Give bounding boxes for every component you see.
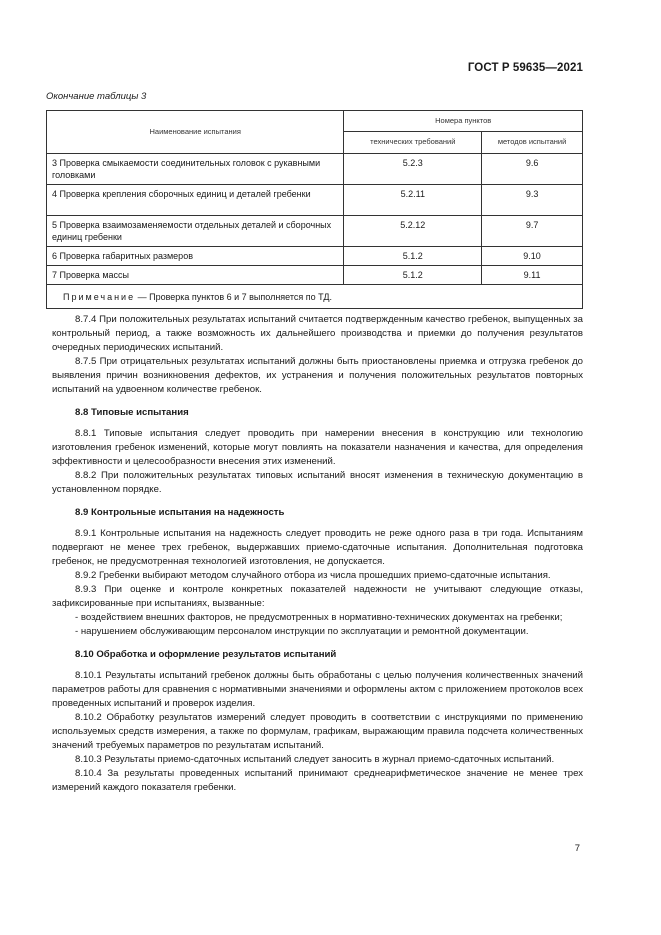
- paragraph-8-10-4: 8.10.4 За результаты проведенных испытаний принимают среднеарифметическое значение не менее трех измерений каждого показателя гребенки.: [52, 768, 583, 793]
- paragraph-8-10-1: 8.10.1 Результаты испытаний гребенок должны быть обработаны с целью получения количественных значений параметров работы для сравнения с нормативными значениями и оформлены актом с приложением протоколов всех проведенных испытаний и проверок изделия.: [52, 670, 583, 709]
- paragraph-8-10-3: 8.10.3 Результаты приемо-сдаточных испытаний следует заносить в журнал приемо-сдаточных испытаний.: [75, 754, 555, 765]
- column-header-method: методов испытаний: [482, 131, 583, 153]
- note-text: — Проверка пунктов 6 и 7 выполняется по ТД.: [135, 291, 332, 302]
- cell-tech: 5.2.3: [344, 154, 482, 185]
- column-header-group: Номера пунктов: [344, 111, 583, 132]
- column-header-name: Наименование испытания: [47, 111, 344, 154]
- cell-tech: 5.1.2: [344, 266, 482, 285]
- section-heading-8-8: 8.8 Типовые испытания: [75, 407, 189, 418]
- cell-tech: 5.2.12: [344, 216, 482, 247]
- document-code: ГОСТ Р 59635—2021: [467, 62, 583, 74]
- section-heading-8-9: 8.9 Контрольные испытания на надежность: [75, 507, 285, 518]
- cell-name: 7 Проверка массы: [47, 266, 344, 285]
- table-caption: Окончание таблицы 3: [46, 91, 147, 102]
- table-row: [47, 216, 583, 247]
- table-row: [47, 266, 583, 285]
- paragraph-8-8-2: 8.8.2 При положительных результатах типовых испытаний вносят изменения в техническую документацию в установленном порядке.: [52, 470, 583, 495]
- paragraph-8-8-1: 8.8.1 Типовые испытания следует проводить при намерении внесения в конструкцию или технологию изготовления гребенок изменений, которые могут повлиять на показатели назначения и качества, для определения эффективности и целесообразности внесения этих изменений.: [52, 428, 583, 467]
- paragraph-8-9-2: 8.9.2 Гребенки выбирают методом случайного отбора из числа прошедших приемо-сдаточные испытания.: [75, 570, 551, 581]
- cell-method: 9.7: [482, 216, 583, 247]
- table-note: [47, 285, 583, 309]
- page-number: 7: [574, 843, 580, 854]
- paragraph-8-7-4: 8.7.4 При положительных результатах испытаний считается подтвержденным качество гребенок, выпущенных за контрольный период, а также возможность их дальнейшего производства и приемки до получения результатов очередных периодических испытаний.: [52, 314, 583, 353]
- tests-table: [46, 110, 583, 309]
- paragraph-8-9-1: 8.9.1 Контрольные испытания на надежность следует проводить не реже одного раза в три года. Испытаниям подвергают не менее трех гребенок, выдержавших приемо-сдаточные испытания. Дополнительная подготовка гребенок, не предусмотренная технологией изготовления, не допускается.: [52, 528, 583, 567]
- cell-method: 9.3: [482, 185, 583, 216]
- section-heading-8-10: 8.10 Обработка и оформление результатов испытаний: [75, 649, 337, 660]
- note-label: Примечание: [63, 291, 136, 302]
- list-item-external-factors: - воздействием внешних факторов, не предусмотренных в нормативно-технических документах на гребенки;: [75, 612, 563, 623]
- table-note-row: [47, 285, 583, 309]
- cell-tech: 5.2.11: [344, 185, 482, 216]
- table-row: [47, 247, 583, 266]
- paragraph-8-7-5: 8.7.5 При отрицательных результатах испытаний должны быть приостановлены приемка и отгрузка гребенок до выявления причин возникновения дефектов, их устранения и получения положительных результатов повторных испытаний на удвоенном количестве гребенок.: [52, 356, 583, 395]
- table-header-row: [47, 111, 583, 132]
- cell-name: 4 Проверка крепления сборочных единиц и деталей гребенки: [47, 185, 344, 216]
- paragraph-8-9-3: 8.9.3 При оценке и контроле конкретных показателей надежности не учитывают следующие отказы, зафиксированные при испытаниях, вызванные:: [52, 584, 583, 609]
- cell-name: 3 Проверка смыкаемости соединительных головок с рукавными головками: [47, 154, 344, 185]
- column-header-tech: технических требований: [344, 131, 482, 153]
- cell-name: 6 Проверка габаритных размеров: [47, 247, 344, 266]
- cell-tech: 5.1.2: [344, 247, 482, 266]
- cell-method: 9.10: [482, 247, 583, 266]
- cell-method: 9.6: [482, 154, 583, 185]
- cell-method: 9.11: [482, 266, 583, 285]
- list-item-instruction-violation: - нарушением обслуживающим персоналом инструкции по эксплуатации и ремонтной документации.: [75, 626, 529, 637]
- table-row: [47, 154, 583, 185]
- table-row: [47, 185, 583, 216]
- cell-name: 5 Проверка взаимозаменяемости отдельных деталей и сборочных единиц гребенки: [47, 216, 344, 247]
- document-body: [52, 313, 583, 795]
- paragraph-8-10-2: 8.10.2 Обработку результатов измерений следует проводить в соответствии с инструкциями по применению используемых средств измерения, а также по формулам, графикам, выражающим правила подсчета количественных значений требуемых параметров по результатам испытаний.: [52, 712, 583, 751]
